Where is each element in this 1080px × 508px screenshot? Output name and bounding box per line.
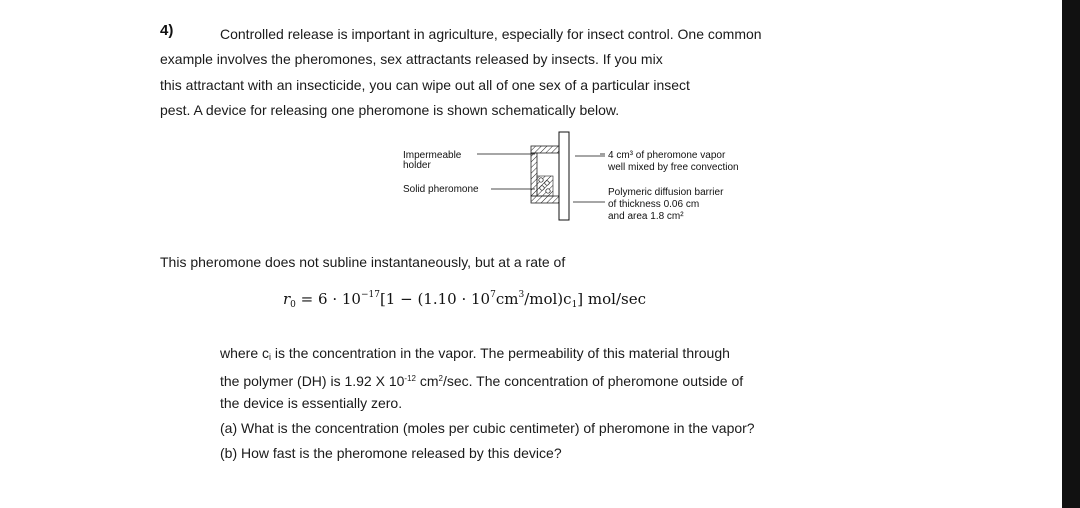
intro-line-2: example involves the pheromones, sex attractants released by insects. If you mix [160,51,663,67]
formula-unit-tail: /mol)c [524,290,572,308]
question-number: 4) [160,22,174,39]
schematic-drawing [395,128,775,238]
right-edge-bar [1062,0,1080,508]
where-line-2-post: /sec. The concentration of pheromone outside of [442,373,744,389]
intro-line-1: Controlled release is important in agriculture, especially for insect control. One common [220,26,762,42]
intro-line-3: this attractant with an insecticide, you can wipe out all of one sex of a particular insect [160,77,690,93]
formula-bracket-close: ] mol/sec [577,290,646,308]
where-line-2-sup: -12 [404,374,416,383]
formula-eq: = 6 · 10 [295,290,361,308]
formula-exp2: 7 [490,290,496,300]
label-holder-1: Impermeable [403,150,462,161]
intro-line-4: pest. A device for releasing one pheromone is shown schematically below. [160,102,620,118]
formula-exp: −17 [360,290,380,300]
label-barrier-1: Polymeric diffusion barrier [608,187,724,198]
formula-r-sub: 0 [290,300,296,310]
label-solid-pheromone: Solid pheromone [403,184,479,195]
where-line-1-post: is the concentration in the vapor. The permeability of this material through [271,345,730,361]
where-line-2-mid: cm [415,373,439,389]
formula-bracket-open: [1 − (1.10 · 10 [379,290,491,308]
label-vapor-1: 4 cm³ of pheromone vapor [608,150,726,161]
rate-text: This pheromone does not subline instantaneously, but at a rate of [160,254,566,270]
device-schematic [395,128,775,238]
release-rate-formula [283,290,646,310]
where-line-1-sub: i [269,352,272,362]
where-line-1-pre: where c [220,345,270,361]
label-holder-2: holder [403,160,431,171]
where-line-2 [220,366,743,394]
formula-exp3: 3 [518,290,525,300]
label-vapor-2: well mixed by free convection [608,162,739,173]
formula-r: r [283,290,291,308]
where-line-3: the device is essentially zero. [220,395,403,411]
where-line-2-sup2: 2 [438,374,443,383]
label-barrier-2: of thickness 0.06 cm [608,199,700,210]
where-line-2-pre: the polymer (DH) is 1.92 X 10 [220,373,405,389]
part-b: (b) How fast is the pheromone released by this device? [220,445,562,461]
formula-unit-cm: cm [495,290,519,308]
formula-c-sub: 1 [571,300,578,310]
part-a: (a) What is the concentration (moles per cubic centimeter) of pheromone in the vapor? [220,420,755,436]
label-barrier-3: and area 1.8 cm² [608,211,684,222]
